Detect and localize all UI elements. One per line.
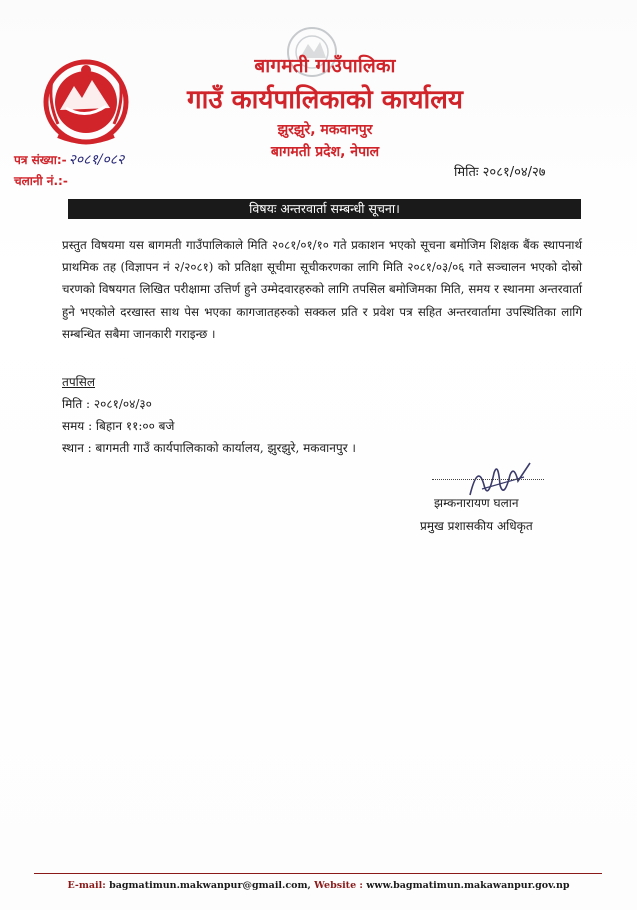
details-heading: तपसिल xyxy=(62,375,96,389)
signatory-name: झम्कनारायण घलान xyxy=(434,496,519,510)
dispatch-number-label: चलानी नं.:- xyxy=(14,174,68,188)
nepal-emblem-icon xyxy=(40,50,132,150)
website-label: Website : xyxy=(314,880,363,891)
office-address: झुरझुरे, मकवानपुर xyxy=(277,122,373,138)
interview-place: स्थान : बागमती गाउँ कार्यपालिकाको कार्यालय, झुरझुरे, मकवानपुर । xyxy=(62,441,356,455)
signatory-title: प्रमुख प्रशासकीय अधिकृत xyxy=(420,519,533,533)
footer-divider xyxy=(34,873,602,874)
footer-contact xyxy=(0,880,637,891)
letter-date: मितिः २०८१/०४/२७ xyxy=(454,165,546,180)
interview-time: समय : बिहान ११:०० बजे xyxy=(62,419,175,433)
reference-label: पत्र संख्या:- xyxy=(14,153,67,167)
notice-body: प्रस्तुत विषयमा यस बागमती गाउँपालिकाले मिति २०८१/०१/१० गते प्रकाशन भएको सूचना बमोजिम शिक्षक बैंक स्थापनार्थ प्राथमिक तह (विज्ञापन नं २/२०८१) को प्रतिक्षा सूचीमा सूचीकरणका लागि मिति २०८१/०३/०६ गते सञ्चालन भएको दोस्रो चरणको विषयगत लिखित परीक्षामा उत्तिर्ण हुने उम्मेदवारहरुको लागि तपसिल बमोजिमका मिति, समय र स्थानमा अन्तरवार्ता हुने भएकोले दरखास्त साथ पेस भएका कागजातहरुको सक्कल प्रति र प्रवेश पत्र सहित अन्तरवार्तामा उपस्थितिका लागि सम्बन्धित सबैमा जानकारी गराइन्छ । xyxy=(62,238,582,341)
office-title: गाउँ कार्यपालिकाको कार्यालय xyxy=(187,85,463,115)
email-link[interactable]: bagmatimun.makwanpur@gmail.com, xyxy=(109,880,311,891)
subject-bar: विषयः अन्तरवार्ता सम्बन्धी सूचना। xyxy=(68,199,581,219)
reference-number xyxy=(14,150,124,169)
reference-value: २०८१/०८२ xyxy=(68,152,125,168)
office-province: बागमती प्रदेश, नेपाल xyxy=(270,144,380,160)
office-name-line: बागमती गाउँपालिका xyxy=(254,55,396,77)
signature-line xyxy=(432,478,544,480)
email-label: E-mail: xyxy=(67,880,106,891)
website-link[interactable]: www.bagmatimun.makawanpur.gov.np xyxy=(366,880,570,891)
interview-date: मिति : २०८१/०४/३० xyxy=(62,397,152,411)
